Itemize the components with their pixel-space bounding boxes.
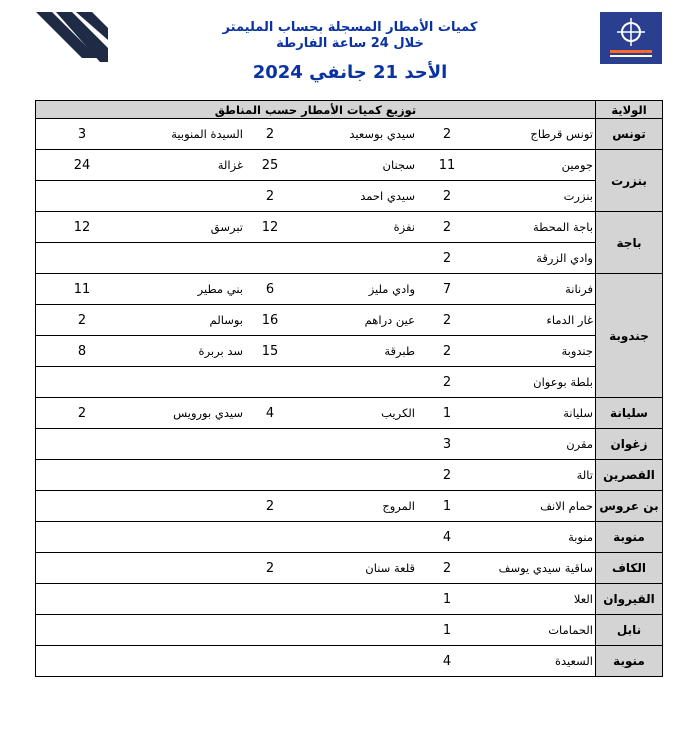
report-title: كميات الأمطار المسجلة بحساب المليمتر	[222, 20, 478, 35]
rainfall-value	[245, 522, 295, 552]
rainfall-value: 2	[265, 126, 275, 142]
table-row	[36, 150, 663, 181]
rainfall-value	[245, 584, 295, 614]
table-row	[36, 460, 663, 491]
station-name	[127, 615, 245, 645]
station-name: السعيدة	[554, 654, 593, 668]
station-name: عين دراهم	[364, 313, 415, 327]
station-name: سد بربرة	[198, 344, 243, 358]
station-name: مقرن	[566, 437, 593, 451]
governorate-cell: باجة	[596, 212, 663, 274]
station-name	[295, 646, 417, 676]
ministry-logo	[36, 12, 108, 64]
rainfall-value: 24	[73, 157, 91, 173]
station-name	[127, 367, 245, 397]
stations-cell	[36, 460, 596, 491]
table-row	[36, 305, 663, 336]
stations-cell	[36, 429, 596, 460]
table-row	[36, 274, 663, 305]
rainfall-value	[37, 460, 127, 490]
rainfall-value: 25	[261, 157, 279, 173]
rainfall-value: 4	[265, 405, 275, 421]
rainfall-value: 2	[442, 467, 452, 483]
governorate-cell: بن عروس	[596, 491, 663, 522]
station-name: فرنانة	[565, 282, 593, 296]
table-row	[36, 584, 663, 615]
station-name	[295, 615, 417, 645]
rainfall-value: 2	[442, 343, 452, 359]
rainfall-value: 2	[442, 188, 452, 204]
station-name: قلعة سنان	[365, 561, 415, 575]
governorate-cell: جندوبة	[596, 274, 663, 398]
station-name: المروج	[382, 499, 415, 513]
table-row	[36, 398, 663, 429]
station-name	[127, 491, 245, 521]
station-name: الكريب	[381, 406, 415, 420]
governorate-cell: بنزرت	[596, 150, 663, 212]
rainfall-value: 6	[265, 281, 275, 297]
table-row	[36, 243, 663, 274]
rainfall-value	[37, 584, 127, 614]
governorate-cell: سليانة	[596, 398, 663, 429]
station-name: جومين	[561, 158, 593, 172]
station-name: نفزة	[393, 220, 415, 234]
table-row	[36, 553, 663, 584]
rainfall-value: 12	[73, 219, 91, 235]
station-name	[295, 460, 417, 490]
station-name	[295, 243, 417, 273]
station-name	[127, 553, 245, 583]
station-name: بنزرت	[563, 189, 593, 203]
rainfall-value: 2	[265, 560, 275, 576]
station-name	[127, 460, 245, 490]
stations-cell	[36, 243, 596, 274]
stations-cell	[36, 212, 596, 243]
station-name: بلطة بوعوان	[533, 375, 593, 389]
rainfall-value: 2	[442, 312, 452, 328]
station-name	[127, 584, 245, 614]
rainfall-value	[37, 491, 127, 521]
rainfall-value: 8	[77, 343, 87, 359]
rainfall-value: 12	[261, 219, 279, 235]
stations-cell	[36, 584, 596, 615]
rainfall-value	[37, 615, 127, 645]
governorate-cell: تونس	[596, 119, 663, 150]
station-name: بني مطير	[197, 282, 243, 296]
stations-cell	[36, 491, 596, 522]
station-name: تبرسق	[210, 220, 243, 234]
table-row	[36, 336, 663, 367]
table-row	[36, 119, 663, 150]
stations-cell	[36, 150, 596, 181]
station-name: ساقية سيدي يوسف	[498, 561, 593, 575]
rainfall-value	[37, 367, 127, 397]
rainfall-value: 2	[442, 126, 452, 142]
stations-cell	[36, 305, 596, 336]
governorate-cell: الكاف	[596, 553, 663, 584]
table-row	[36, 615, 663, 646]
stations-cell	[36, 398, 596, 429]
station-name: سيدي احمد	[360, 189, 415, 203]
station-name	[127, 243, 245, 273]
table-header-row	[36, 101, 663, 119]
rainfall-value: 2	[265, 188, 275, 204]
station-name: باجة المحطة	[532, 220, 593, 234]
rainfall-value: 2	[442, 219, 452, 235]
stations-cell	[36, 646, 596, 677]
table-row	[36, 367, 663, 398]
rainfall-value	[245, 615, 295, 645]
station-name: السيدة المنوبية	[171, 127, 243, 141]
rainfall-value: 15	[261, 343, 279, 359]
station-name: الحمامات	[548, 623, 593, 637]
rainfall-value	[37, 243, 127, 273]
rainfall-value: 3	[442, 436, 452, 452]
stations-cell	[36, 553, 596, 584]
rainfall-value: 2	[442, 374, 452, 390]
station-name: سيدي بوسعيد	[349, 127, 415, 141]
station-name: وادي مليز	[368, 282, 415, 296]
rainfall-value: 7	[442, 281, 452, 297]
station-name: سيدي بورويس	[173, 406, 243, 420]
station-name	[127, 181, 245, 211]
rainfall-value: 4	[442, 529, 452, 545]
governorate-column-header: الولاية	[596, 101, 663, 119]
station-name: غار الدماء	[546, 313, 593, 327]
station-name: تونس قرطاج	[530, 127, 593, 141]
station-name: طبرقة	[384, 344, 415, 358]
rainfall-value: 1	[442, 405, 452, 421]
table-row	[36, 212, 663, 243]
governorate-cell: نابل	[596, 615, 663, 646]
areas-column-header: توزيع كميات الأمطار حسب المناطق	[36, 101, 596, 119]
rainfall-value: 16	[261, 312, 279, 328]
rainfall-value: 2	[77, 405, 87, 421]
table-row	[36, 181, 663, 212]
rainfall-value	[37, 646, 127, 676]
table-row	[36, 429, 663, 460]
rainfall-value	[245, 460, 295, 490]
report-subtitle: خلال 24 ساعة الفارطة	[276, 36, 424, 51]
stations-cell	[36, 181, 596, 212]
station-name	[295, 522, 417, 552]
station-name: العلا	[573, 592, 593, 606]
rainfall-value: 1	[442, 498, 452, 514]
station-name: سجنان	[382, 158, 415, 172]
station-name	[127, 522, 245, 552]
rainfall-value: 1	[442, 591, 452, 607]
stations-cell	[36, 274, 596, 305]
rainfall-value	[245, 646, 295, 676]
governorate-cell: القيروان	[596, 584, 663, 615]
rainfall-value: 11	[73, 281, 91, 297]
station-name	[127, 646, 245, 676]
rainfall-value: 1	[442, 622, 452, 638]
table-row	[36, 522, 663, 553]
rainfall-value	[37, 429, 127, 459]
station-name: جندوبة	[561, 344, 593, 358]
rainfall-value: 11	[438, 157, 456, 173]
rainfall-value	[37, 181, 127, 211]
station-name: تالة	[576, 468, 593, 482]
stations-cell	[36, 522, 596, 553]
rainfall-value	[245, 367, 295, 397]
station-name: بوسالم	[209, 313, 243, 327]
stations-cell	[36, 119, 596, 150]
stations-cell	[36, 615, 596, 646]
station-name: منوبة	[568, 530, 593, 544]
governorate-cell: منوبة	[596, 646, 663, 677]
rainfall-value: 2	[442, 250, 452, 266]
station-name: حمام الانف	[540, 499, 593, 513]
station-name	[295, 429, 417, 459]
rainfall-value: 2	[265, 498, 275, 514]
governorate-cell: القصرين	[596, 460, 663, 491]
station-name	[295, 584, 417, 614]
governorate-cell: زغوان	[596, 429, 663, 460]
rainfall-value	[245, 429, 295, 459]
station-name	[127, 429, 245, 459]
table-row	[36, 491, 663, 522]
stations-cell	[36, 336, 596, 367]
table-row	[36, 646, 663, 677]
rainfall-table	[35, 100, 663, 677]
rainfall-value: 2	[442, 560, 452, 576]
stations-cell	[36, 367, 596, 398]
meteo-institute-logo	[600, 12, 662, 64]
report-date: الأحد 21 جانفي 2024	[252, 62, 448, 83]
station-name: سليانة	[563, 406, 593, 420]
rainfall-value	[245, 243, 295, 273]
station-name: وادي الزرقة	[536, 251, 593, 265]
rainfall-value: 4	[442, 653, 452, 669]
station-name	[295, 367, 417, 397]
station-name: غزالة	[217, 158, 243, 172]
rainfall-value	[37, 522, 127, 552]
rainfall-value	[37, 553, 127, 583]
governorate-cell: منوبة	[596, 522, 663, 553]
rainfall-value: 3	[77, 126, 87, 142]
rainfall-value: 2	[77, 312, 87, 328]
